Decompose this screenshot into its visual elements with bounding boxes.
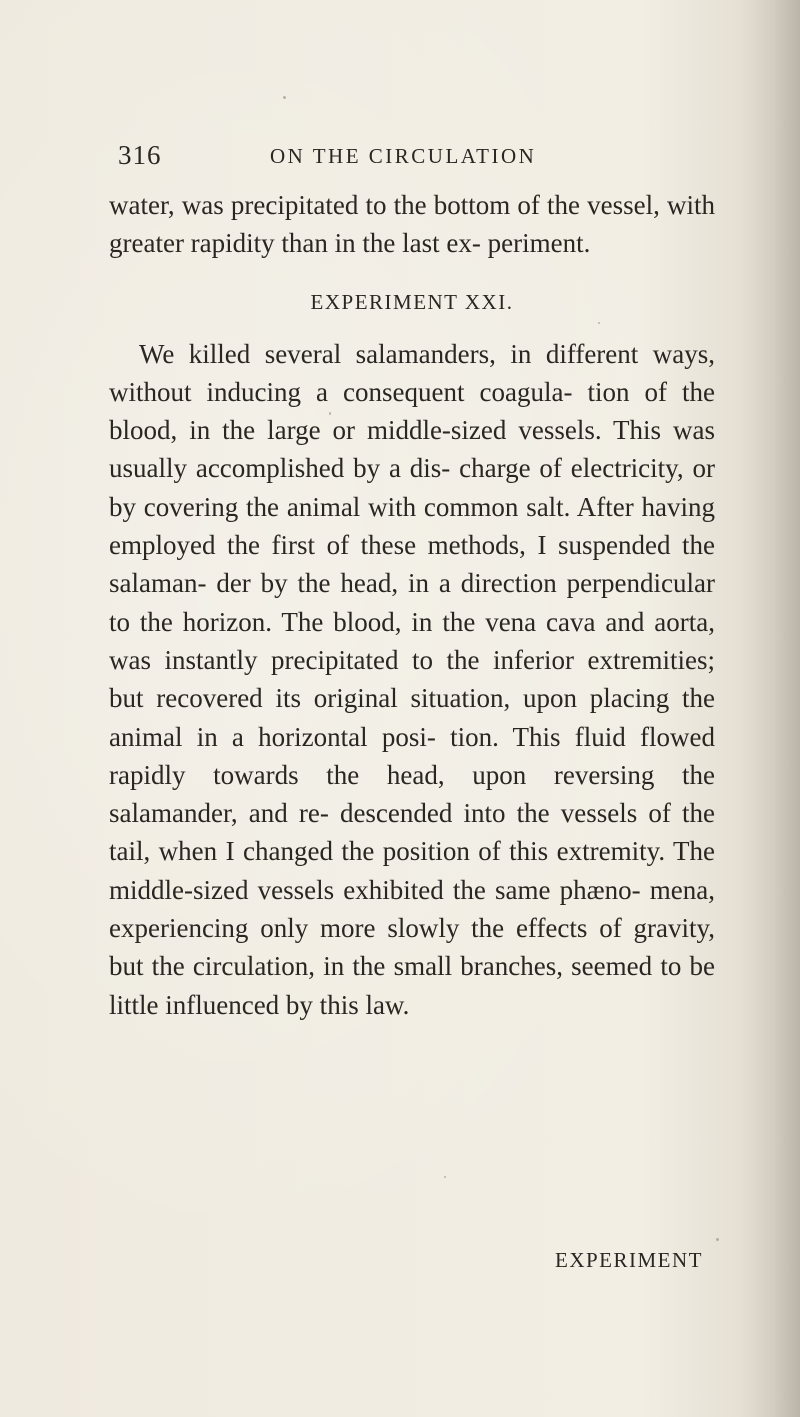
body-text (109, 186, 715, 1024)
page-gutter-shadow (740, 0, 800, 1417)
catchword: EXPERIMENT (555, 1248, 703, 1272)
running-title: ON THE CIRCULATION (270, 144, 537, 168)
paragraph-continued: water, was precipitated to the bottom of the vessel, with greater rapidity than in the last ex- periment. (109, 190, 715, 259)
running-head (118, 140, 718, 180)
page-number: 316 (118, 140, 162, 170)
paragraph-experiment-xxi: We killed several salamanders, in different ways, without inducing a consequent coagula- tion of the blood, in the large or middle-sized vessels. This was usually accomplished by a dis- charge of electricity, or by covering the animal with common salt. After having employed the first of these methods, I suspended the salaman- der by the head, in a direction perpendicular to the horizon. The blood, in the vena cava and aorta, was instantly precipitated to the inferior extremities; but recovered its original situation, upon placing the animal in a horizontal posi- tion. This fluid flowed rapidly towards the head, upon reversing the salamander, and re- descended into the vessels of the tail, when I changed the position of this extremity. The middle-sized vessels exhibited the same phæno- mena, experiencing only more slowly the effects of gravity, but the circulation, in the small branches, seemed to be little influenced by this law. (109, 338, 715, 1020)
paper-speck (283, 96, 286, 99)
paper-speck (716, 1238, 719, 1241)
paper-speck (444, 1176, 446, 1178)
experiment-heading: EXPERIMENT XXI. (310, 289, 514, 314)
